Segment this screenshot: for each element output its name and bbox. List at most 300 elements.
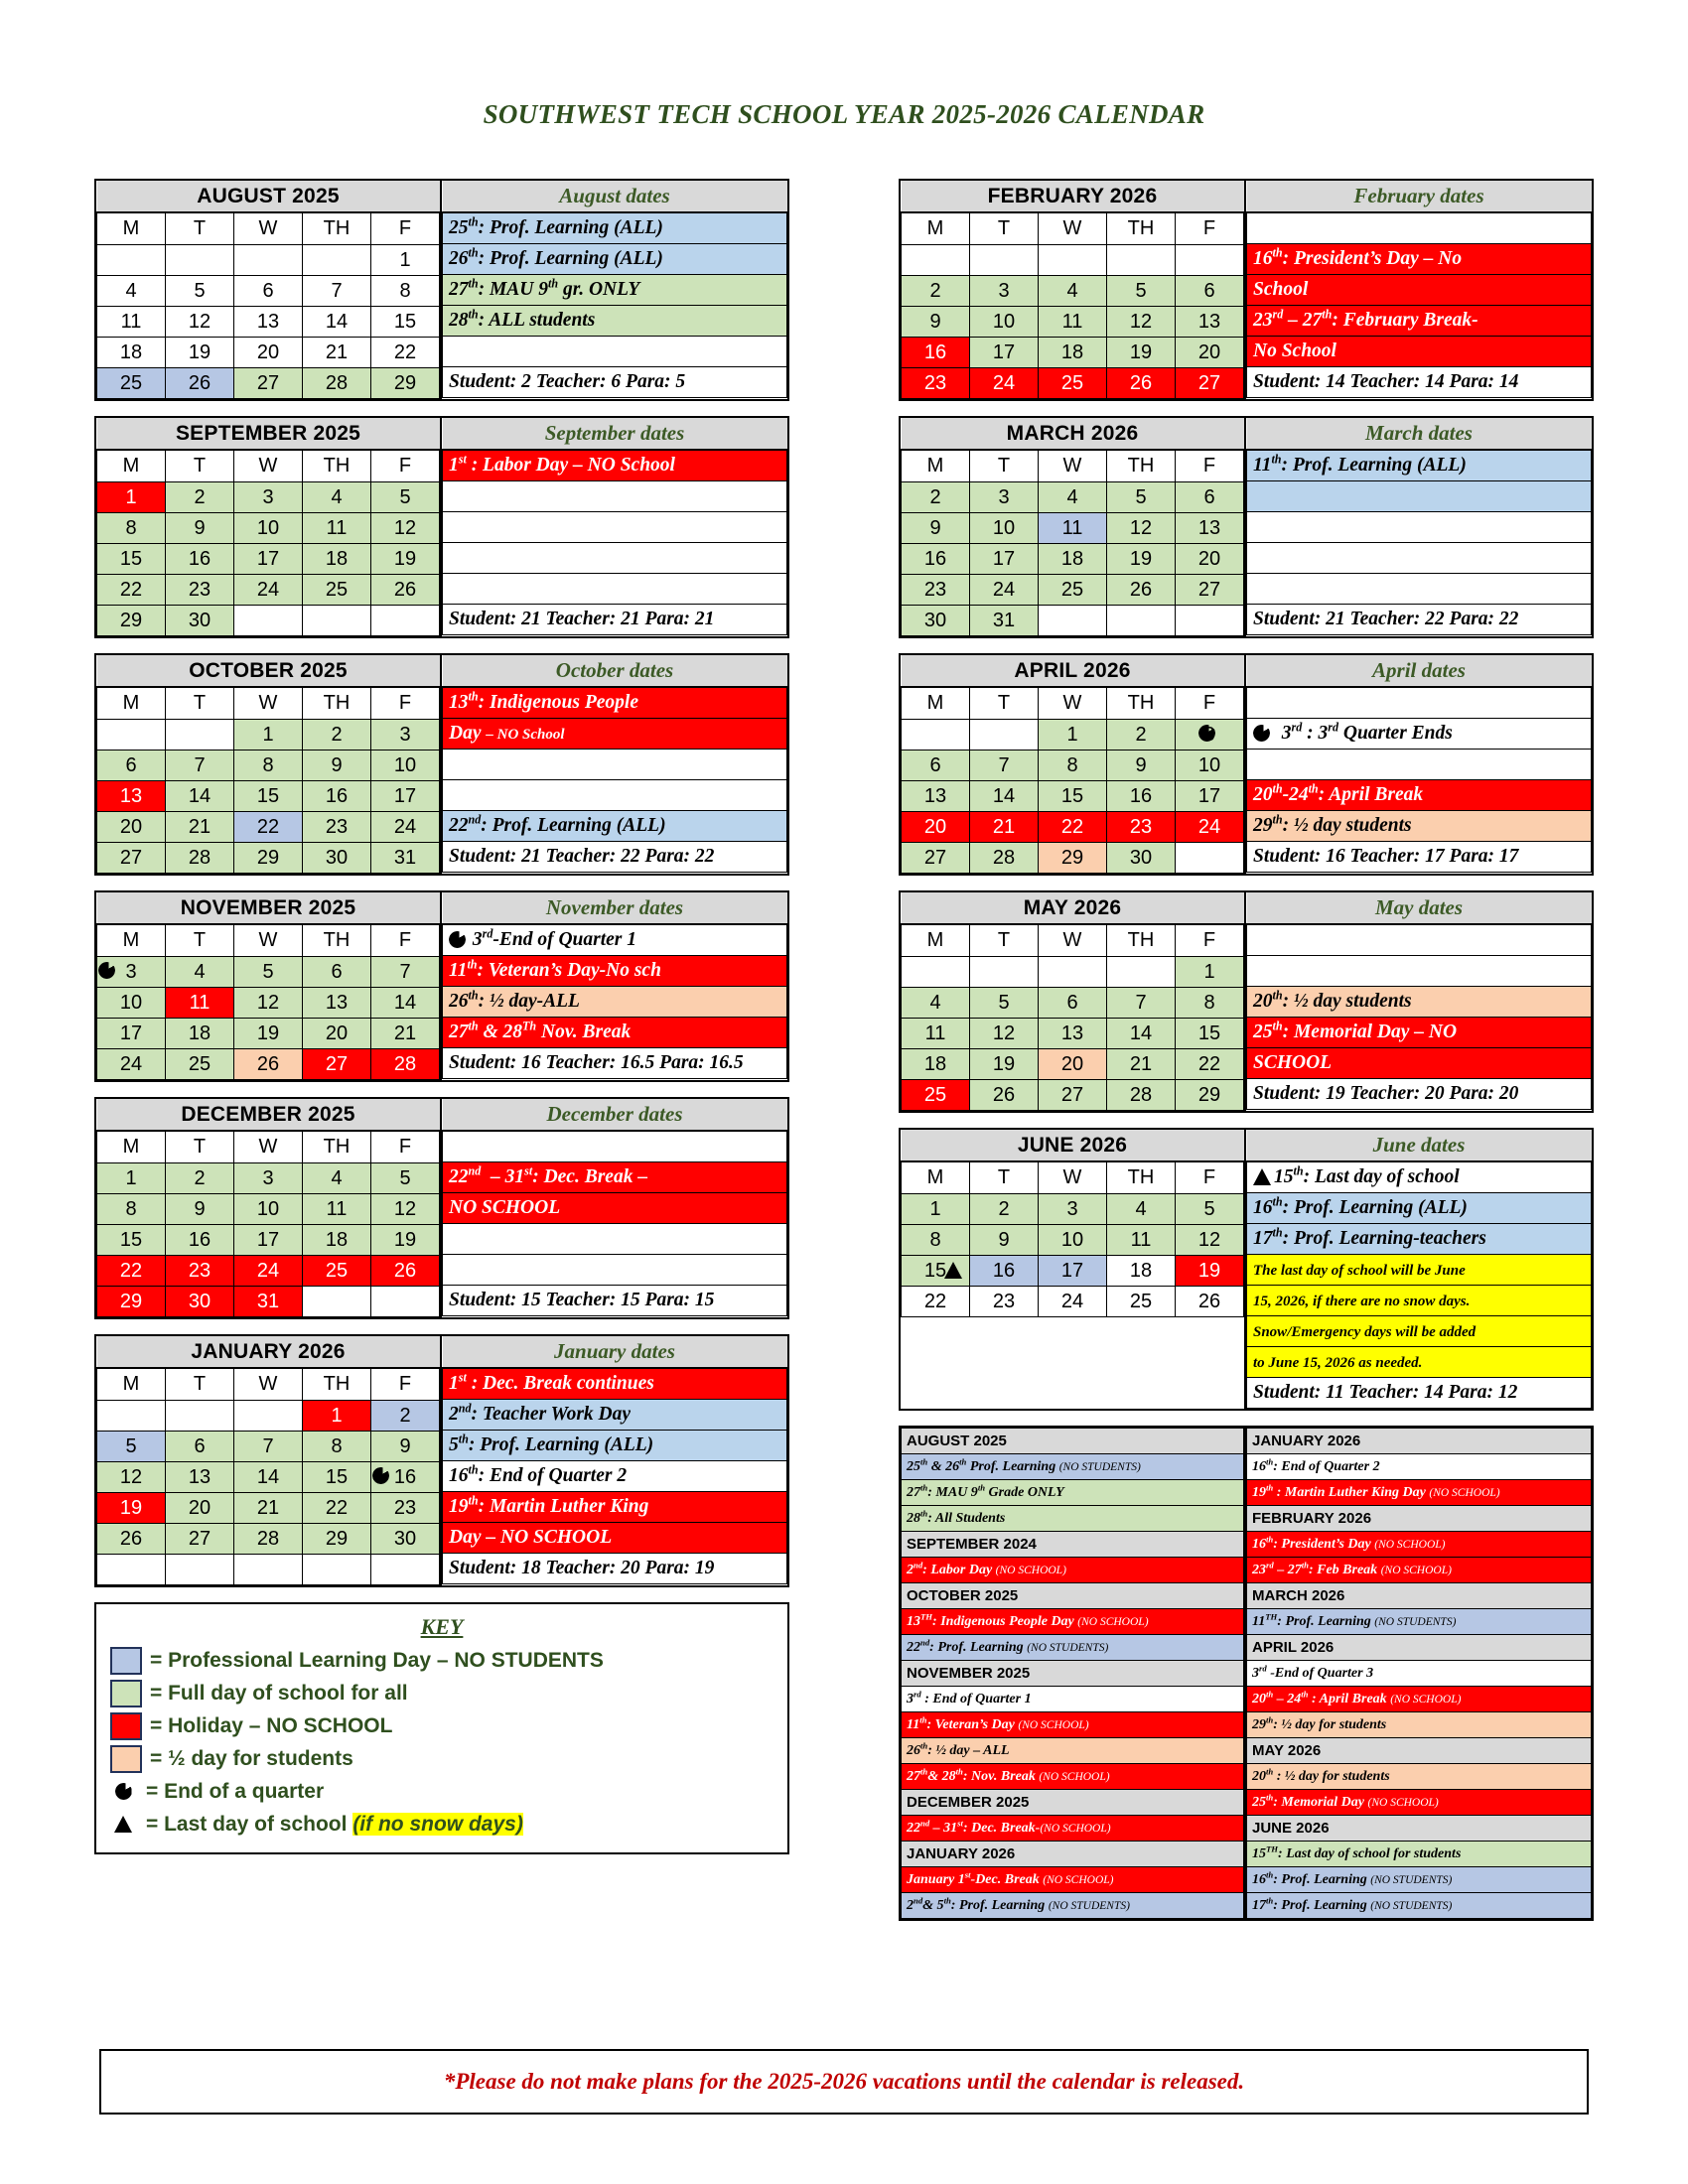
week-row	[97, 1555, 440, 1585]
day-cell[interactable]: 5	[371, 1163, 440, 1194]
day-cell[interactable]: 7	[166, 751, 234, 781]
day-cell[interactable]: 20	[97, 812, 166, 843]
day-cell[interactable]: 4	[1039, 482, 1107, 513]
day-cell[interactable]: 19	[371, 1225, 440, 1256]
day-cell[interactable]: 9	[303, 751, 371, 781]
day-cell[interactable]: 6	[1039, 988, 1107, 1019]
day-cell[interactable]	[1176, 245, 1244, 276]
day-cell[interactable]: 17	[1176, 781, 1244, 812]
day-cell[interactable]: 20	[1039, 1049, 1107, 1080]
day-cell[interactable]: 7	[371, 957, 440, 988]
day-cell[interactable]: 2	[166, 1163, 234, 1194]
day-of-week-header: TH	[1107, 687, 1176, 720]
day-cell[interactable]	[166, 245, 234, 276]
day-cell[interactable]: 23	[371, 1493, 440, 1524]
day-cell[interactable]: 28	[166, 843, 234, 874]
day-cell[interactable]: 12	[1107, 513, 1176, 544]
day-cell[interactable]: 25	[1039, 368, 1107, 399]
day-cell[interactable]: 10	[97, 988, 166, 1019]
day-cell[interactable]: 20	[902, 812, 970, 843]
day-cell[interactable]: 14	[166, 781, 234, 812]
day-cell[interactable]: 18	[303, 1225, 371, 1256]
day-cell[interactable]: 6	[902, 751, 970, 781]
day-cell[interactable]: 25	[97, 368, 166, 399]
day-cell[interactable]: 15	[1039, 781, 1107, 812]
day-cell[interactable]: 1	[902, 1194, 970, 1225]
day-cell[interactable]: 21	[371, 1019, 440, 1049]
day-cell[interactable]: 11	[166, 988, 234, 1019]
day-cell[interactable]: 27	[902, 843, 970, 874]
day-cell[interactable]: 16	[1107, 781, 1176, 812]
day-cell[interactable]: 18	[166, 1019, 234, 1049]
day-cell[interactable]: 11	[97, 307, 166, 338]
day-cell[interactable]: 29	[97, 606, 166, 636]
day-cell[interactable]: 22	[902, 1287, 970, 1317]
day-cell[interactable]: 5	[234, 957, 303, 988]
day-cell[interactable]: 14	[970, 781, 1039, 812]
day-cell[interactable]: 9	[166, 1194, 234, 1225]
day-cell[interactable]: 30	[371, 1524, 440, 1555]
day-cell[interactable]: 1	[97, 482, 166, 513]
day-cell[interactable]: 18	[97, 338, 166, 368]
day-cell[interactable]: 14	[1107, 1019, 1176, 1049]
day-cell[interactable]: 22	[303, 1493, 371, 1524]
day-cell[interactable]: 13	[166, 1462, 234, 1493]
day-cell[interactable]: 2	[970, 1194, 1039, 1225]
day-cell[interactable]: 27	[234, 368, 303, 399]
day-cell[interactable]	[166, 1401, 234, 1432]
day-cell[interactable]: 17	[970, 544, 1039, 575]
day-cell[interactable]	[1107, 957, 1176, 988]
day-cell[interactable]: 4	[166, 957, 234, 988]
day-cell[interactable]: 19	[371, 544, 440, 575]
page-title: SOUTHWEST TECH SCHOOL YEAR 2025-2026 CALENDAR	[483, 99, 1205, 129]
key-label: = Professional Learning Day – NO STUDENTS	[150, 1648, 604, 1672]
day-cell[interactable]: 11	[303, 513, 371, 544]
day-cell[interactable]: 3	[970, 482, 1039, 513]
day-cell[interactable]: 17	[234, 1225, 303, 1256]
day-cell[interactable]: 10	[234, 1194, 303, 1225]
day-cell[interactable]: 12	[371, 1194, 440, 1225]
day-cell[interactable]: 7	[303, 276, 371, 307]
day-cell[interactable]	[166, 720, 234, 751]
note-row	[1247, 956, 1592, 987]
day-cell[interactable]: 11	[902, 1019, 970, 1049]
day-cell[interactable]: 5	[1107, 482, 1176, 513]
footer-note-text: *Please do not make plans for the 2025-2026 vacations until the calendar is released.	[443, 2069, 1245, 2094]
day-cell[interactable]: 2	[1107, 720, 1176, 751]
day-cell[interactable]: 18	[1107, 1256, 1176, 1287]
day-cell[interactable]: 21	[303, 338, 371, 368]
day-cell[interactable]: 12	[371, 513, 440, 544]
day-cell[interactable]: 10	[234, 513, 303, 544]
day-cell[interactable]	[97, 1555, 166, 1585]
day-cell[interactable]: 23	[303, 812, 371, 843]
day-cell[interactable]: 26	[970, 1080, 1039, 1111]
day-cell[interactable]: 28	[303, 368, 371, 399]
day-cell[interactable]: 6	[1176, 276, 1244, 307]
day-cell[interactable]: 16	[902, 338, 970, 368]
day-cell[interactable]: 2	[303, 720, 371, 751]
day-cell[interactable]: 7	[234, 1432, 303, 1462]
day-cell[interactable]: 26	[234, 1049, 303, 1080]
day-cell[interactable]	[97, 1401, 166, 1432]
day-cell[interactable]: 22	[371, 338, 440, 368]
note-row: 16th: Prof. Learning (ALL)	[1247, 1193, 1592, 1224]
month-name: OCTOBER 2025	[97, 655, 440, 687]
day-cell[interactable]: 24	[234, 1256, 303, 1287]
day-cell[interactable]: 25	[1107, 1287, 1176, 1317]
day-cell[interactable]: 13	[902, 781, 970, 812]
day-cell[interactable]: 8	[97, 1194, 166, 1225]
day-cell[interactable]: 22	[97, 1256, 166, 1287]
day-cell[interactable]: 20	[303, 1019, 371, 1049]
day-cell[interactable]: 1	[371, 245, 440, 276]
day-cell[interactable]: 11	[1039, 513, 1107, 544]
day-cell[interactable]: 29	[234, 843, 303, 874]
day-cell[interactable]: 19	[1107, 544, 1176, 575]
day-cell[interactable]	[371, 1555, 440, 1585]
day-cell[interactable]	[1176, 720, 1244, 751]
day-cell[interactable]: 15	[234, 781, 303, 812]
day-cell[interactable]: 24	[97, 1049, 166, 1080]
day-cell[interactable]: 24	[970, 368, 1039, 399]
day-cell[interactable]: 19	[1107, 338, 1176, 368]
day-cell[interactable]: 30	[1107, 843, 1176, 874]
day-cell[interactable]	[234, 245, 303, 276]
notes-header: August dates	[443, 181, 787, 212]
note-row	[443, 337, 787, 367]
day-cell[interactable]: 27	[303, 1049, 371, 1080]
day-cell[interactable]: 1	[234, 720, 303, 751]
day-cell[interactable]: 3	[97, 957, 166, 988]
day-cell[interactable]: 5	[166, 276, 234, 307]
day-cell[interactable]: 13	[234, 307, 303, 338]
day-cell[interactable]: 1	[1039, 720, 1107, 751]
day-cell[interactable]: 5	[371, 482, 440, 513]
day-cell[interactable]: 11	[1107, 1225, 1176, 1256]
day-cell[interactable]	[1039, 245, 1107, 276]
day-cell[interactable]	[902, 245, 970, 276]
day-cell[interactable]: 24	[1039, 1287, 1107, 1317]
day-cell[interactable]: 13	[303, 988, 371, 1019]
day-cell[interactable]: 6	[303, 957, 371, 988]
day-cell[interactable]: 28	[1107, 1080, 1176, 1111]
day-cell[interactable]: 26	[166, 368, 234, 399]
day-cell[interactable]: 20	[234, 338, 303, 368]
day-cell[interactable]: 19	[234, 1019, 303, 1049]
day-cell[interactable]: 26	[1107, 575, 1176, 606]
day-cell[interactable]	[902, 957, 970, 988]
day-cell[interactable]: 18	[1039, 338, 1107, 368]
day-cell[interactable]: 25	[303, 575, 371, 606]
day-cell[interactable]	[97, 245, 166, 276]
day-cell[interactable]: 16	[902, 544, 970, 575]
day-cell[interactable]: 9	[902, 307, 970, 338]
day-cell[interactable]: 8	[1039, 751, 1107, 781]
day-cell[interactable]: 3	[234, 482, 303, 513]
day-cell[interactable]: 23	[970, 1287, 1039, 1317]
week-row	[97, 1225, 440, 1256]
day-cell[interactable]: 8	[303, 1432, 371, 1462]
day-cell[interactable]: 2	[371, 1401, 440, 1432]
end-of-quarter-icon	[98, 962, 115, 979]
day-cell[interactable]: 27	[97, 843, 166, 874]
footer-note	[99, 2049, 1589, 2115]
day-cell[interactable]	[970, 957, 1039, 988]
day-cell[interactable]: 4	[97, 276, 166, 307]
day-cell[interactable]: 15	[97, 1225, 166, 1256]
day-cell[interactable]: 12	[234, 988, 303, 1019]
day-cell[interactable]: 3	[371, 720, 440, 751]
day-cell[interactable]: 19	[97, 1493, 166, 1524]
day-cell[interactable]: 9	[166, 513, 234, 544]
day-cell[interactable]: 1	[97, 1163, 166, 1194]
note-row: 2nd: Teacher Work Day	[443, 1400, 787, 1431]
day-cell[interactable]: 16	[970, 1256, 1039, 1287]
day-cell[interactable]: 19	[166, 338, 234, 368]
day-cell[interactable]: 4	[303, 1163, 371, 1194]
day-cell[interactable]: 19	[970, 1049, 1039, 1080]
day-cell[interactable]: 5	[1107, 276, 1176, 307]
day-cell[interactable]: 26	[1176, 1287, 1244, 1317]
day-cell[interactable]: 9	[970, 1225, 1039, 1256]
day-cell[interactable]: 27	[1039, 1080, 1107, 1111]
day-cell[interactable]: 11	[303, 1194, 371, 1225]
day-cell[interactable]: 17	[371, 781, 440, 812]
day-cell[interactable]: 24	[371, 812, 440, 843]
week-row	[902, 1225, 1244, 1256]
day-cell[interactable]: 9	[1107, 751, 1176, 781]
day-cell[interactable]: 18	[303, 544, 371, 575]
day-cell[interactable]	[1039, 606, 1107, 636]
day-cell[interactable]: 23	[166, 575, 234, 606]
day-cell[interactable]: 5	[97, 1432, 166, 1462]
day-cell[interactable]: 7	[970, 751, 1039, 781]
day-cell[interactable]: 24	[970, 575, 1039, 606]
day-cell[interactable]: 17	[970, 338, 1039, 368]
day-cell[interactable]: 30	[902, 606, 970, 636]
day-cell[interactable]: 24	[1176, 812, 1244, 843]
note-row: School	[1247, 275, 1592, 306]
day-cell[interactable]: 14	[371, 988, 440, 1019]
day-cell[interactable]	[303, 606, 371, 636]
day-cell[interactable]	[1107, 245, 1176, 276]
note-row: 20th: ½ day students	[1247, 987, 1592, 1018]
day-cell[interactable]: 6	[166, 1432, 234, 1462]
day-cell[interactable]: 15	[371, 307, 440, 338]
day-cell[interactable]: 22	[234, 812, 303, 843]
day-cell[interactable]: 6	[234, 276, 303, 307]
day-cell[interactable]: 15	[1176, 1019, 1244, 1049]
day-cell[interactable]: 8	[1176, 988, 1244, 1019]
day-cell[interactable]	[1107, 606, 1176, 636]
week-row	[902, 1256, 1244, 1287]
day-cell[interactable]: 21	[234, 1493, 303, 1524]
day-cell[interactable]: 15	[97, 544, 166, 575]
day-cell[interactable]: 12	[1176, 1225, 1244, 1256]
day-cell[interactable]: 3	[970, 276, 1039, 307]
day-cell[interactable]: 16	[303, 781, 371, 812]
day-cell[interactable]: 25	[902, 1080, 970, 1111]
day-cell[interactable]: 6	[1176, 482, 1244, 513]
day-cell[interactable]: 1	[1176, 957, 1244, 988]
day-cell[interactable]: 16	[166, 1225, 234, 1256]
day-cell[interactable]: 19	[1176, 1256, 1244, 1287]
day-cell[interactable]: 10	[1039, 1225, 1107, 1256]
day-cell[interactable]: 27	[1176, 368, 1244, 399]
day-cell[interactable]: 23	[1107, 812, 1176, 843]
day-cell[interactable]: 29	[1039, 843, 1107, 874]
day-cell[interactable]: 15	[303, 1462, 371, 1493]
day-cell[interactable]: 29	[1176, 1080, 1244, 1111]
day-cell[interactable]: 23	[902, 575, 970, 606]
day-of-week-header: T	[166, 212, 234, 245]
day-cell[interactable]	[970, 720, 1039, 751]
day-cell[interactable]: 29	[303, 1524, 371, 1555]
day-cell[interactable]: 17	[1039, 1256, 1107, 1287]
day-cell[interactable]: 26	[371, 1256, 440, 1287]
day-cell[interactable]: 16	[371, 1462, 440, 1493]
day-cell[interactable]: 12	[97, 1462, 166, 1493]
day-cell[interactable]: 30	[166, 606, 234, 636]
summary-row: JUNE 2026	[1247, 1816, 1592, 1842]
day-cell[interactable]: 13	[97, 781, 166, 812]
day-cell[interactable]: 17	[97, 1019, 166, 1049]
day-cell[interactable]: 16	[166, 544, 234, 575]
day-cell[interactable]: 27	[166, 1524, 234, 1555]
day-cell[interactable]: 9	[902, 513, 970, 544]
day-cell[interactable]: 4	[303, 482, 371, 513]
day-cell[interactable]: 12	[970, 1019, 1039, 1049]
day-cell[interactable]: 10	[1176, 751, 1244, 781]
day-cell[interactable]: 23	[902, 368, 970, 399]
day-cell[interactable]: 20	[166, 1493, 234, 1524]
day-cell[interactable]	[1176, 606, 1244, 636]
day-cell[interactable]: 18	[1039, 544, 1107, 575]
day-cell[interactable]: 21	[166, 812, 234, 843]
week-row	[902, 338, 1244, 368]
day-cell[interactable]: 27	[1176, 575, 1244, 606]
day-cell[interactable]: 14	[234, 1462, 303, 1493]
day-cell[interactable]: 20	[1176, 544, 1244, 575]
day-cell[interactable]: 30	[166, 1287, 234, 1317]
day-cell[interactable]: 21	[1107, 1049, 1176, 1080]
day-cell[interactable]: 5	[1176, 1194, 1244, 1225]
day-cell[interactable]	[303, 245, 371, 276]
day-cell[interactable]: 28	[970, 843, 1039, 874]
day-cell[interactable]: 8	[902, 1225, 970, 1256]
day-cell[interactable]	[371, 606, 440, 636]
day-cell[interactable]	[303, 1555, 371, 1585]
day-cell[interactable]	[166, 1555, 234, 1585]
day-cell[interactable]: 14	[303, 307, 371, 338]
note-row: 26th: ½ day-ALL	[443, 987, 787, 1018]
day-cell[interactable]: 30	[303, 843, 371, 874]
day-cell[interactable]: 18	[902, 1049, 970, 1080]
day-cell[interactable]: 10	[970, 513, 1039, 544]
day-cell[interactable]	[1039, 957, 1107, 988]
day-cell[interactable]: 23	[166, 1256, 234, 1287]
day-cell[interactable]: 4	[902, 988, 970, 1019]
day-cell[interactable]: 9	[371, 1432, 440, 1462]
day-cell[interactable]: 8	[371, 276, 440, 307]
day-cell[interactable]	[234, 606, 303, 636]
day-cell[interactable]: 22	[97, 575, 166, 606]
day-cell[interactable]	[970, 245, 1039, 276]
day-cell[interactable]	[303, 1287, 371, 1317]
day-cell[interactable]	[1176, 843, 1244, 874]
summary-row: 15TH: Last day of school for students	[1247, 1842, 1592, 1867]
day-cell[interactable]	[97, 720, 166, 751]
day-of-week-header: F	[1176, 924, 1244, 957]
day-cell[interactable]: 11	[1039, 307, 1107, 338]
day-cell[interactable]: 4	[1107, 1194, 1176, 1225]
day-cell[interactable]: 1	[303, 1401, 371, 1432]
day-cell[interactable]: 21	[970, 812, 1039, 843]
day-cell[interactable]: 10	[371, 751, 440, 781]
day-cell[interactable]: 26	[1107, 368, 1176, 399]
day-cell[interactable]	[902, 720, 970, 751]
day-cell[interactable]: 13	[1039, 1019, 1107, 1049]
day-cell[interactable]: 25	[166, 1049, 234, 1080]
day-cell[interactable]: 28	[371, 1049, 440, 1080]
day-cell[interactable]: 13	[1176, 307, 1244, 338]
day-cell[interactable]: 4	[1039, 276, 1107, 307]
day-cell[interactable]: 2	[166, 482, 234, 513]
day-cell[interactable]: 22	[1039, 812, 1107, 843]
day-cell[interactable]: 22	[1176, 1049, 1244, 1080]
day-cell[interactable]	[371, 1287, 440, 1317]
day-cell[interactable]: 12	[1107, 307, 1176, 338]
day-cell[interactable]: 5	[970, 988, 1039, 1019]
day-cell[interactable]: 3	[1039, 1194, 1107, 1225]
day-cell[interactable]: 29	[371, 368, 440, 399]
day-cell[interactable]: 6	[97, 751, 166, 781]
day-cell[interactable]: 26	[371, 575, 440, 606]
week-row	[97, 751, 440, 781]
day-cell[interactable]: 2	[902, 482, 970, 513]
day-cell[interactable]: 8	[97, 513, 166, 544]
day-cell[interactable]: 15	[902, 1256, 970, 1287]
day-cell[interactable]: 29	[97, 1287, 166, 1317]
day-of-week-header: T	[166, 687, 234, 720]
day-cell[interactable]: 2	[902, 276, 970, 307]
day-cell[interactable]: 24	[234, 575, 303, 606]
left-column	[94, 179, 789, 1921]
day-cell[interactable]: 13	[1176, 513, 1244, 544]
day-cell[interactable]: 7	[1107, 988, 1176, 1019]
day-cell[interactable]: 12	[166, 307, 234, 338]
day-cell[interactable]: 10	[970, 307, 1039, 338]
day-cell[interactable]: 25	[303, 1256, 371, 1287]
day-cell[interactable]: 25	[1039, 575, 1107, 606]
day-cell[interactable]	[234, 1555, 303, 1585]
day-cell[interactable]: 17	[234, 544, 303, 575]
day-cell[interactable]: 26	[97, 1524, 166, 1555]
day-cell[interactable]	[234, 1401, 303, 1432]
week-row	[97, 245, 440, 276]
day-cell[interactable]: 28	[234, 1524, 303, 1555]
day-cell[interactable]: 31	[371, 843, 440, 874]
day-cell[interactable]: 3	[234, 1163, 303, 1194]
week-row	[902, 720, 1244, 751]
day-cell[interactable]: 31	[234, 1287, 303, 1317]
day-cell[interactable]: 31	[970, 606, 1039, 636]
day-cell[interactable]: 8	[234, 751, 303, 781]
note-row: 11th: Prof. Learning (ALL)	[1247, 450, 1592, 481]
day-cell[interactable]: 20	[1176, 338, 1244, 368]
